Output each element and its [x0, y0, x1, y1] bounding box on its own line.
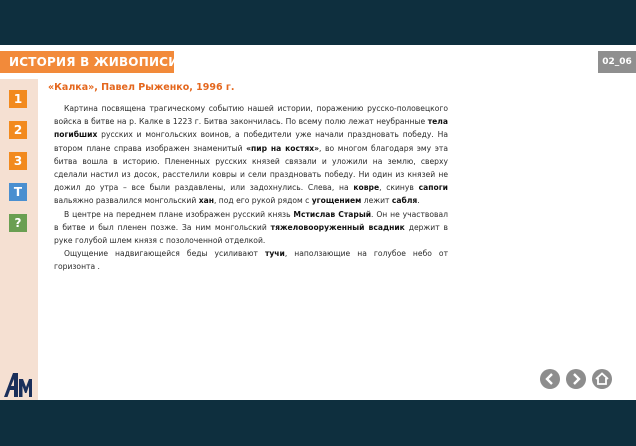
paragraph-2	[54, 208, 448, 248]
quiz-button[interactable]: ?	[9, 214, 27, 232]
text-run: В центре на переднем плане изображен русский князь	[64, 209, 294, 219]
text-run: . Он не участвовал в битве и был пленен позже. За ним монгольский	[54, 209, 448, 232]
paragraph-1	[54, 102, 448, 208]
home-button[interactable]	[592, 369, 612, 389]
emphasis: тяжеловооруженный всадник	[270, 222, 405, 232]
painting-heading: «Калка», Павел Рыженко, 1996 г.	[48, 82, 235, 93]
emphasis: сапоги	[418, 183, 448, 193]
next-button[interactable]	[566, 369, 586, 389]
emphasis: тела погибших	[54, 117, 448, 140]
nav-button-3[interactable]: 3	[9, 152, 27, 170]
nav-button-2[interactable]: 2	[9, 121, 27, 139]
prev-icon	[540, 369, 560, 389]
publisher-logo-icon	[3, 369, 33, 399]
emphasis: Мстислав Старый	[293, 209, 372, 219]
slide-code-badge: 02_06	[598, 51, 636, 73]
home-icon	[592, 369, 612, 389]
text-run: лежит	[361, 196, 392, 206]
text-run: держит в руке голубой шлем князя с позолоченной отделкой.	[54, 222, 448, 246]
section-title-band	[0, 51, 179, 73]
next-icon	[566, 369, 586, 389]
test-button[interactable]: Т	[9, 183, 27, 201]
text-run: русских и монгольских воинов, а победители уже начали праздновать победу. На втором плане справа изображен знаменитый	[54, 130, 448, 153]
text-run: , наползающие на голубое небо от горизонта .	[54, 249, 448, 272]
text-run: Картина посвящена трагическому событию нашей истории, поражению русско-половецкого войска в битве на р. Калке в 1223 г. Битва закончилась. По всему полю лежат неубранные	[54, 104, 448, 127]
sidebar	[0, 79, 38, 400]
bottom-frame	[0, 400, 636, 446]
emphasis: ковре	[353, 183, 380, 193]
nav-button-1[interactable]: 1	[9, 90, 27, 108]
emphasis: тучи	[264, 249, 285, 259]
emphasis: угощением	[311, 196, 362, 206]
text-run: .	[417, 196, 420, 206]
text-run: , скинув	[379, 183, 419, 193]
text-run: , под его рукой рядом с	[213, 196, 312, 206]
prev-button[interactable]	[540, 369, 560, 389]
emphasis: сабля	[391, 196, 418, 206]
slide	[0, 45, 636, 400]
description-text	[54, 102, 448, 274]
text-run: , во многом благодаря эму эта битва вошла в историю. Плененных русских князей связали и уложили на землю, сверху сделали настил из досок, расстелили ковры и сели праздновать победу. Ни один из князей не дожил до утра – все были раздавлены, или задохнулись. Слева, на	[54, 143, 448, 193]
emphasis: «пир на костях»	[246, 143, 320, 153]
text-run: вальяжно развалился монгольский	[54, 196, 199, 206]
section-title: ИСТОРИЯ В ЖИВОПИСИ	[9, 55, 179, 69]
emphasis: хан	[198, 196, 214, 206]
text-run: Ощущение надвигающейся беды усиливают	[64, 249, 265, 259]
paragraph-3	[54, 247, 448, 273]
top-frame	[0, 0, 636, 45]
